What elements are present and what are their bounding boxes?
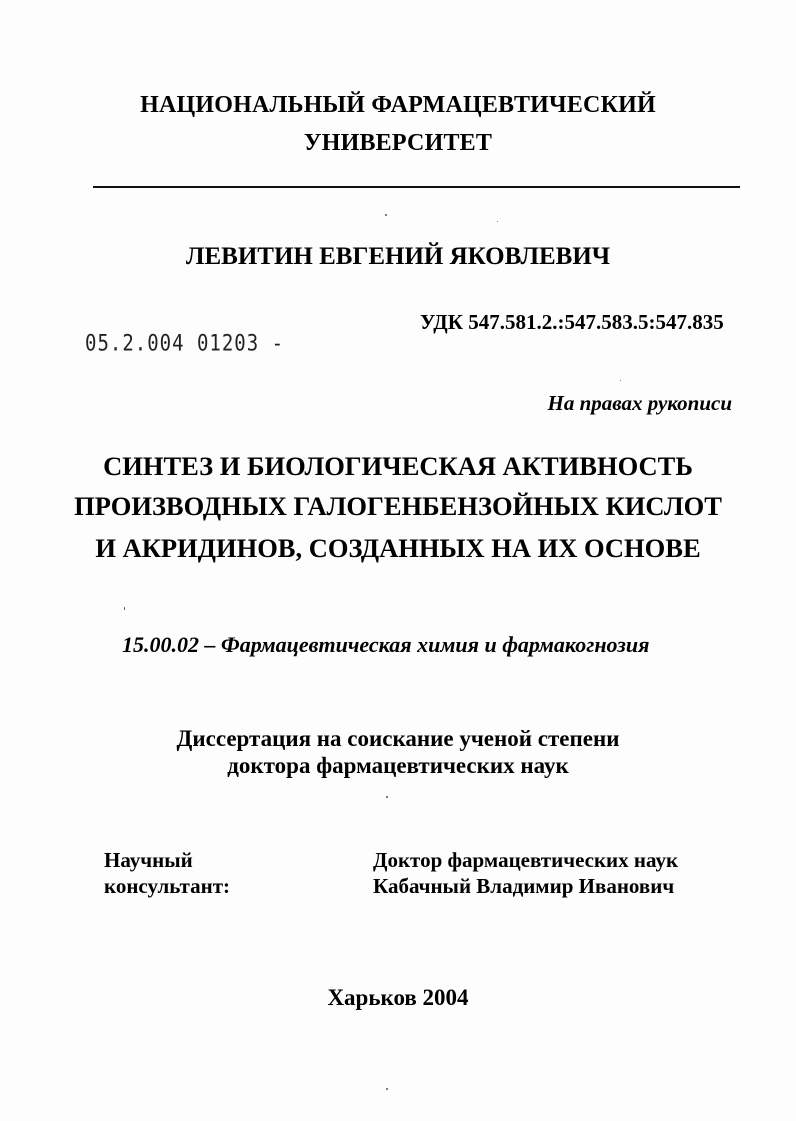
institution-name-line-2: УНИВЕРСИТЕТ [303,130,493,156]
scan-speck [386,796,388,798]
author-name: ЛЕВИТИН ЕВГЕНИЙ ЯКОВЛЕВИЧ [185,243,611,270]
udk-code: УДК 547.581.2.:547.583.5:547.835 [420,310,724,334]
scan-speck [385,214,387,216]
scan-speck [124,607,125,610]
scan-speck [620,380,621,381]
consultant-label-line-1: Научный [104,848,193,872]
degree-statement-line-1: Диссертация на соискание ученой степени [176,726,620,751]
degree-statement-line-2: доктора фармацевтических наук [227,753,569,778]
dissertation-title-line-3: И АКРИДИНОВ, СОЗДАННЫХ НА ИХ ОСНОВЕ [95,533,701,563]
consultant-label-line-2: консультант: [104,874,231,898]
consultant-degree: Доктор фармацевтических наук [373,848,679,872]
dissertation-title-line-2: ПРОИЗВОДНЫХ ГАЛОГЕНБЕНЗОЙНЫХ КИСЛОТ [74,491,722,521]
scan-speck [497,221,498,222]
scan-speck [386,1088,388,1090]
consultant-name: Кабачный Владимир Иванович [373,874,675,898]
dissertation-title-line-1: СИНТЕЗ И БИОЛОГИЧЕСКАЯ АКТИВНОСТЬ [103,451,693,481]
institution-name-line-1: НАЦИОНАЛЬНЫЙ ФАРМАЦЕВТИЧЕСКИЙ [140,92,656,118]
manuscript-rights-note: На правах рукописи [547,391,732,415]
registration-stamp: 05.2.004 01203 - [85,331,285,357]
specialty-code: 15.00.02 – Фармацевтическая химия и фармакогнозия [122,632,650,657]
city-and-year: Харьков 2004 [327,985,469,1010]
header-divider [93,186,740,188]
